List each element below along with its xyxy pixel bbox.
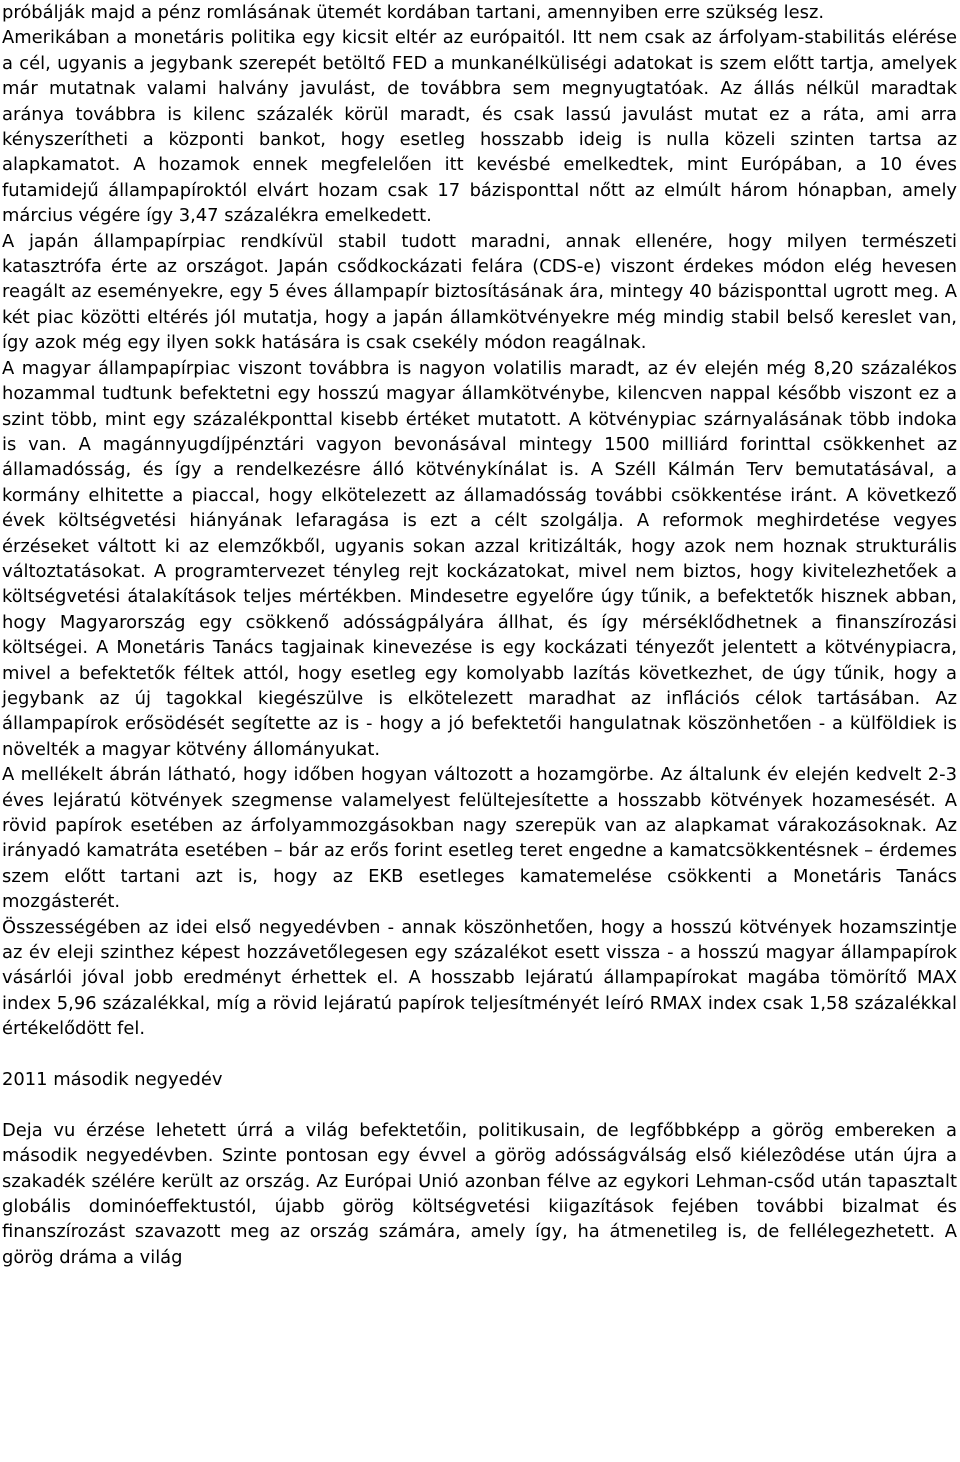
paragraph-intro: próbálják majd a pénz romlásának ütemét kordában tartani, amennyiben erre szükség lesz. <box>2 2 825 23</box>
paragraph-second-quarter: Deja vu érzése lehetett úrrá a világ befektetőin, politikusain, de legfőbbképp a görög embereken a második negyedévben. Szinte pontosan egy évvel a görög adósságválság első kiélezôdése után újra a szakadék szélére került az ország. Az Európai Unió azonban félve az egykori Lehman-csőd után tapasztalt globális dominóeffektustól, újabb görög költségvetési kiigazítások fejében további bizalmat és finanszírozást szavazott meg az ország számára, amely így, ha átmenetileg is, de fellélegezhetett. A görög dráma a világ <box>2 1119 957 1268</box>
section-heading: 2011 második negyedév <box>2 1069 223 1091</box>
paragraph-japan-bond-market: A japán állampapírpiac rendkívül stabil tudott maradni, annak ellenére, hogy milyen természeti katasztrófa érte az országot. Japán csődkockázati felára (CDS-e) viszont érdekes módon elég hevesen reagált az eseményekre, egy 5 éves állampapír biztosításának ára, mintegy 40 bázisponttal ugrott meg. A két piac közötti eltérés jól mutatja, hogy a japán államkötvényekre még mindig stabil belső kereslet van, így azok még egy ilyen sokk hatására is csak csekély módon reagálnak. <box>2 230 957 354</box>
blank-line <box>2 1042 957 1067</box>
paragraph-yield-curve: A mellékelt ábrán látható, hogy időben hogyan változott a hozamgörbe. Az általunk év elején kedvelt 2-3 éves lejáratú kötvények szegmense valamelyest felültejesítette a hosszabb kötvények hozamesését. A rövid papírok esetében az árfolyammozgásokban nagy szerepük van az alapkamat várakozásoknak. Az irányadó kamatráta esetében – bár az erős forint esetleg teret engedne a kamatcsökkentésnek – érdemes szem előtt tartani azt is, hogy az EKB esetleges kamatemelése csökkenti a Monetáris Tanács mozgásterét. <box>2 764 957 913</box>
paragraph-hungarian-bond-market: A magyar állampapírpiac viszont továbbra is nagyon volatilis maradt, az év elején még 8,20 százalékos hozammal tudtunk befektetni egy hosszú magyar államkötvénybe, kilencven nappal később viszont ez a szint több, mint egy százalékponttal kisebb értéket mutatott. A kötvénypiac szárnyalásának több indoka is van. A magánnyugdíjpénztári vagyon bevonásával mintegy 1500 milliárd forinttal csökkenhet az államadósság, és így a rendelkezésre álló kötvénykínálat is. A Széll Kálmán Terv bemutatásával, a kormány elhitette a piaccal, hogy elkötelezett az államadósság további csökkentése iránt. A következő évek költségvetési hiányának lefaragása is ezt a célt szolgálja. A reformok meghirdetése vegyes érzéseket váltott ki az elemzőkből, ugyanis sokan azzal kritizálták, hogy azok nem hoznak strukturális változtatásokat. A programtervezet tényleg rejt kockázatokat, mivel nem biztos, hogy kivitelezhetőek a költségvetési átalakítások teljes mértékben. Mindesetre egyelőre úgy tűnik, a befektetők hisznek abban, hogy Magyarország egy csökkenő adósságpályára állhat, és így mérséklődhetnek a finanszírozási költségei. A Monetáris Tanács tagjainak kinevezése is egy kockázati tényezőt jelentett a kötvénypiacra, mivel a befektetők féltek attól, hogy esetleg egy komolyabb lazítás következhet, de úgy tűnik, hogy a jegybank az új tagokkal kiegészülve is elkötelezett maradhat az inflációs célok tartásában. Az állampapírok erősödését segítette az is - hogy a jó befektetői hangulatnak köszönhetően - a külföldiek is növelték a magyar kötvény állományukat. <box>2 357 957 760</box>
paragraph-summary: Összességében az idei első negyedévben - annak köszönhetően, hogy a hosszú kötvények hozamszintje az év eleji szinthez képest hozzávetőlegesen egy százalékot esett vissza - a hosszú magyar állampapírok vásárlói jóval jobb eredményt érhettek el. A hosszabb lejáratú állampapírokat magába tömörítő MAX index 5,96 százalékkal, míg a rövid lejáratú papírok teljesítményét leíró RMAX index csak 1,58 százalékkal értékelődött fel. <box>2 916 957 1040</box>
blank-line <box>2 1092 957 1117</box>
document-page <box>2 0 957 1270</box>
paragraph-us-monetary-policy: Amerikában a monetáris politika egy kicsit eltér az európaitól. Itt nem csak az árfolyam-stabilitás elérése a cél, ugyanis a jegybank szerepét betöltő FED a munkanélküliségi adatokat is szem előtt tartja, amelyek már mutatnak valami halvány javulást, de továbbra sem megnyugtatóak. Az állás nélkül maradtak aránya továbbra is kilenc százalék körül maradt, és csak lassú javulást mutat ez a ráta, ami arra kényszerítheti a központi bankot, hogy esetleg hosszabb ideig is nulla közeli szinten tartsa az alapkamatot. A hozamok ennek megfelelően itt kevésbé emelkedtek, mint Európában, a 10 éves futamidejű állampapíroktól elvárt hozam csak 17 bázisponttal nőtt az elmúlt három hónapban, amely március végére így 3,47 százalékra emelkedett. <box>2 27 957 227</box>
